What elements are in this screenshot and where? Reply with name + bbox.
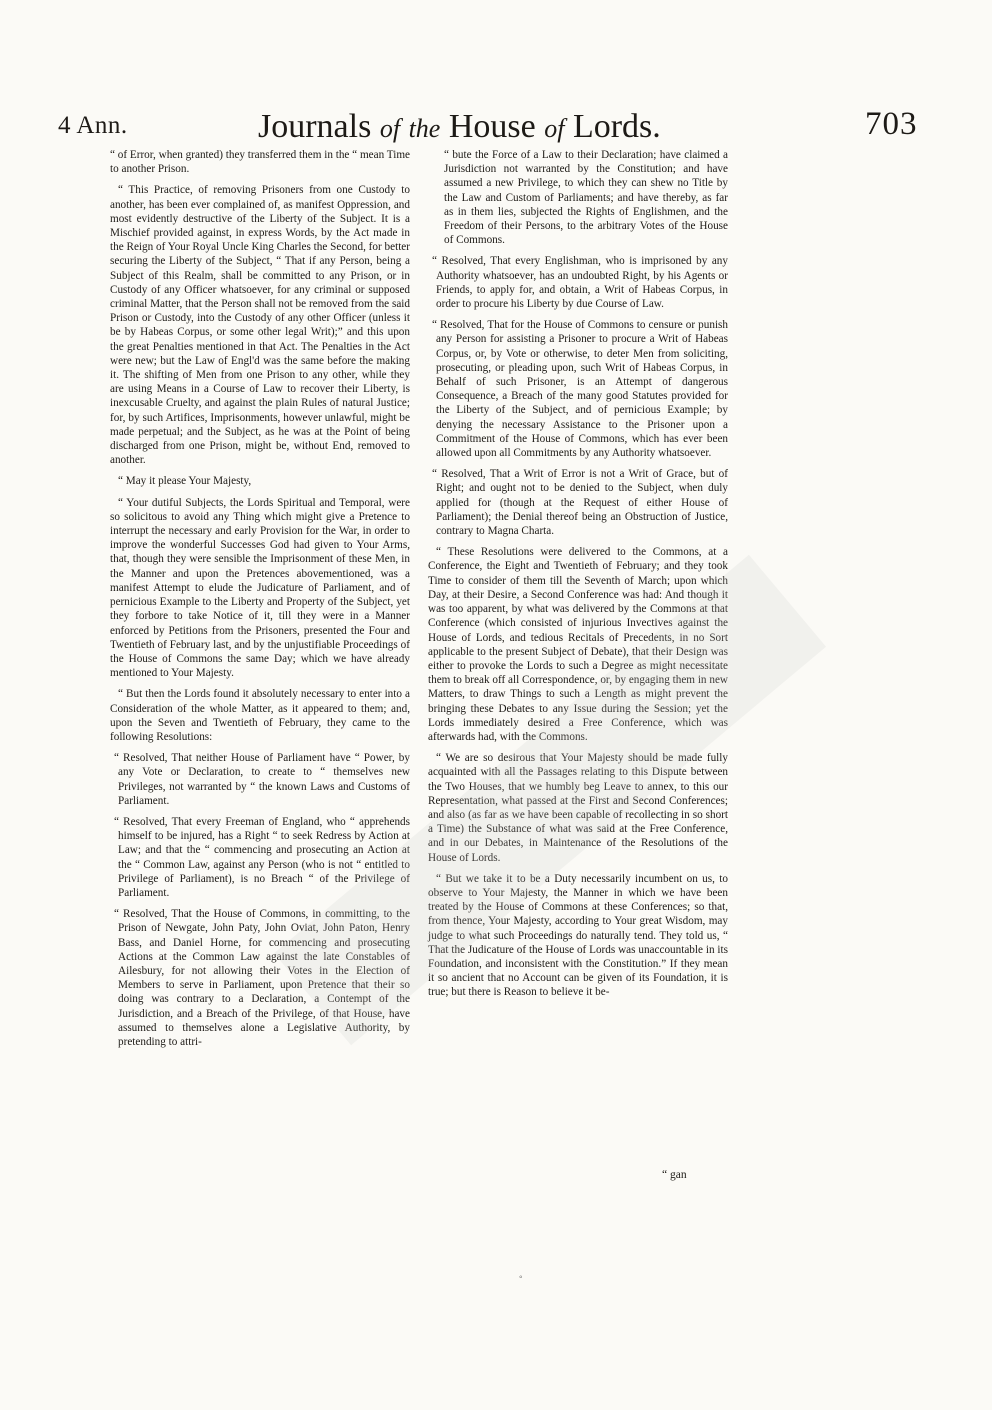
- resolution: “ Resolved, That every Englishman, who is imprisoned by any Authority whatsoever, has an undoubted Right, by his Agents or Friends, to apply for, and obtain, a Writ of Habeas Corpus, in order to procure his Liberty by due Course of Law.: [432, 255, 728, 311]
- page-number: 703: [865, 106, 918, 142]
- running-title: [258, 108, 661, 146]
- resolution: “ Resolved, That every Freeman of England, who “ apprehends himself to be injured, has a Right “ to seek Redress by Action at Law; and that the “ commencing and prosecuting an Action at the “ Common Law, against any Person (who is not “ entitled to Privilege of Parliament), is no Breach “ of the Privilege of Parliament.: [114, 815, 410, 899]
- title-lords: Lords.: [572, 108, 661, 145]
- right-column: [428, 148, 728, 1007]
- paragraph: “ We are so desirous that Your Majesty should be made fully acquainted with all the Passages relating to this Dispute between the Two Houses, that we humbly beg Leave to annex, to this our Representation, what passed at the First and Second Conferences; and also (as far as we have been capable of recollecting in so short a Time) the Substance of what was said at the Free Conference, and in our Debates, in Maintenance of the Resolutions of the House of Lords.: [428, 752, 728, 864]
- resolution: “ Resolved, That for the House of Commons to censure or punish any Person for assisting a Prisoner to procure a Writ of Habeas Corpus, or, by Vote or otherwise, to deter Men from soliciting, prosecuting, or pleading upon, such Writ of Habeas Corpus, in Behalf of such Prisoner, is an Attempt of dangerous Consequence, a Breach of the many good Statutes provided for the Liberty of the Subject, and of pernicious Example; by denying the necessary Assistance to the Prisoner upon a Commitment of the House of Commons, which has ever been allowed upon all Commitments by any Authority whatsoever.: [432, 319, 728, 460]
- paragraph: “ of Error, when granted) they transferred them in the “ mean Time to another Prison.: [110, 149, 410, 176]
- page-dot: ◦: [519, 1272, 523, 1283]
- resolution-continued: “ bute the Force of a Law to their Declaration; have claimed a Jurisdiction not warranted by the Constitution; and have assumed a new Privilege, to which they can shew no Title by the Law and Custom of Parliaments; and have thereby, as far as in them lies, subjected the Rights of Englishmen, and the Freedom of their Persons, to the arbitrary Votes of the House of Commons.: [444, 149, 728, 247]
- title-journals: Journals: [258, 108, 372, 145]
- resolution: “ Resolved, That neither House of Parliament have “ Power, by any Vote or Declaration, to create to “ themselves new Privileges, not warranted by “ the known Laws and Customs of Parliament.: [114, 752, 410, 807]
- paragraph: “ But then the Lords found it absolutely necessary to enter into a Consideration of the whole Matter, as it appeared to them; and, upon the Seven and Twentieth of February, they came to the following Resolutions:: [110, 688, 410, 743]
- paragraph: “ This Practice, of removing Prisoners from one Custody to another, has been ever complained of, as manifest Oppression, and most evidently destructive of the Liberty of the Subject. It is a Mischief provided against, in express Words, by the Act made in the Reign of Your Royal Uncle King Charles the Second, for better securing the Liberty of the Subject, “ That if any Person, being a Subject of this Realm, shall be committed to any Prison, or in Custody of any Officer whatsoever, for any criminal or supposed criminal Matter, that the Person shall not be removed from the said Prison or Custody, into the Custody of any other Officer (unless it be by Habeas Corpus, or some other legal Writ);” and this upon the great Penalties mentioned in that Act. The Penalties in the Act were new; but the Law of Engl'd was the same before the making it. The shifting of Men from one Prison to any other, while they are using Means in a Course of Law to recover their Liberty, is inexcusable Cruelty, and against the plain Rules of natural Justice; for, by such Artifices, Imprisonments, however unlawful, might be made perpetual; and the Subject, as he was at the Point of being discharged from one Prison, might be, without End, removed to another.: [110, 184, 410, 467]
- paragraph: “ But we take it to be a Duty necessarily incumbent on us, to observe to Your Majesty, the Manner in which we have been treated by the House of Commons at these Conferences; so that, from thence, Your Majesty, according to Your great Wisdom, may judge to what such Proceedings do naturally tend. They told us, “ That the Judicature of the House of Lords was unaccountable in its Foundation, and inconsistent with the Constitution.” If they mean it so ancient that no Account can be given of its Foundation, it is true; but there is Reason to believe it be-: [428, 872, 728, 999]
- title-of-2: of: [544, 114, 565, 143]
- title-house: House: [448, 108, 536, 145]
- resolution: “ Resolved, That the House of Commons, in committing, to the Prison of Newgate, John Paty, John Oviat, John Paton, Henry Bass, and Daniel Horne, for commencing and prosecuting Actions at the Common Law against the late Constables of Ailesbury, for not allowing their Votes in the Election of Members to serve in Parliament, upon Pretence that their so doing was contrary to a Declaration, a Contempt of the Jurisdiction, and a Breach of the Privilege, of that House, have assumed to themselves alone a Legislative Authority, by pretending to attri-: [114, 908, 410, 1048]
- catchword: “ gan: [662, 1169, 687, 1181]
- page-header: [0, 106, 992, 152]
- title-the: the: [408, 114, 441, 143]
- regnal-year: 4 Ann.: [58, 112, 128, 139]
- resolution: “ Resolved, That a Writ of Error is not a Writ of Grace, but of Right; and ought not to be denied to the Subject, when duly applied for (though at the Request of either House of Parliament); the Denial thereof being an Obstruction of Justice, contrary to Magna Charta.: [432, 468, 728, 538]
- left-column: [110, 148, 410, 1056]
- paragraph: “ These Resolutions were delivered to the Commons, at a Conference, the Eight and Twentieth of February; and they took Time to consider of them till the Seventh of March; upon which Day, at their Desire, a Second Conference was had: And though it was too apparent, by what was delivered by the Commons at that Conference (which consisted of injurious Invectives against the House of Lords, and tedious Recitals of Precedents, in no Sort applicable to the present Subject of Debate), that their Design was either to provoke the Lords to such a Degree as might necessitate them to break off all Correspondence, or, by engaging them in new Matters, to draw Things to such a Length as might prevent the bringing these Debates to any Issue during the Session; yet the Lords immediately desired a Free Conference, which was afterwards had, with the Commons.: [428, 546, 728, 743]
- title-of-1: of: [379, 114, 401, 143]
- paragraph: “ May it please Your Majesty,: [118, 475, 252, 488]
- paragraph: “ Your dutiful Subjects, the Lords Spiritual and Temporal, were so solicitous to avoid any Thing which might give a Pretence to interrupt the necessary and early Provision for the War, in order to improve the wonderful Successes God had given to Your Arms, that, though they were sensible the Imprisonment of these Men, in the Manner and upon the Pretences abovementioned, was a manifest Attempt to elude the Judicature of Parliament, and of pernicious Example to the Liberty and Property of the Subject, yet they forbore to take Notice of it, till they were in a Manner enforced by Petitions from the Prisoners, presented the Four and Twentieth of February last, and by the unjustifiable Proceedings of the House of Commons the same Day; which we have already mentioned to Your Majesty.: [110, 496, 410, 680]
